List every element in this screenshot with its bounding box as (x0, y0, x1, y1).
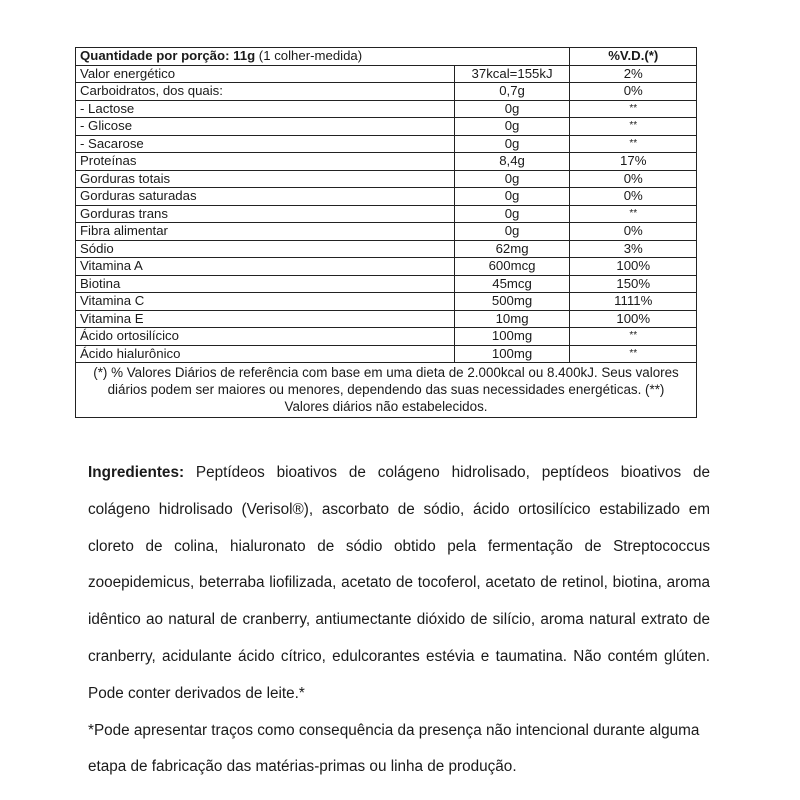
nutrient-amount: 0g (454, 135, 570, 153)
trace-note: *Pode apresentar traços como consequência da presença não intencional durante alguma etapa de fabricação das matérias-primas ou linha de produção. (88, 721, 700, 776)
nutrient-amount: 45mcg (454, 275, 570, 293)
table-row (76, 153, 697, 171)
nutrient-daily-value: ** (570, 205, 697, 223)
nutrient-daily-value: ** (570, 100, 697, 118)
nutrient-name: Proteínas (76, 153, 455, 171)
nutrient-amount: 100mg (454, 345, 570, 363)
nutrient-name: Vitamina C (76, 293, 455, 311)
table-header-row (76, 48, 697, 66)
table-row (76, 170, 697, 188)
table-row (76, 328, 697, 346)
ingredients-label: Ingredientes: (88, 464, 185, 481)
nutrient-amount: 0g (454, 170, 570, 188)
nutrient-amount: 500mg (454, 293, 570, 311)
nutrient-daily-value: 2% (570, 65, 697, 83)
nutrient-daily-value: 0% (570, 188, 697, 206)
nutrient-daily-value: 0% (570, 223, 697, 241)
nutrient-amount: 37kcal=155kJ (454, 65, 570, 83)
nutrient-amount: 10mg (454, 310, 570, 328)
nutrient-name: Ácido ortosilícico (76, 328, 455, 346)
nutrient-amount: 8,4g (454, 153, 570, 171)
nutrient-amount: 0g (454, 188, 570, 206)
nutrient-daily-value: 100% (570, 258, 697, 276)
table-row (76, 100, 697, 118)
nutrient-daily-value: 0% (570, 170, 697, 188)
ingredients-section (88, 455, 710, 786)
serving-size-label: Quantidade por porção: 11g (80, 48, 256, 64)
table-row (76, 83, 697, 101)
nutrient-daily-value: ** (570, 135, 697, 153)
table-footnote: (*) % Valores Diários de referência com base em uma dieta de 2.000kcal ou 8.400kJ. Seus valores diários podem ser maiores ou menores, dependendo das suas necessidades energéticas. (**) Valores diários não estabelecidos. (76, 363, 697, 418)
nutrient-daily-value: 3% (570, 240, 697, 258)
ingredients-paragraph (88, 455, 710, 713)
table-row (76, 65, 697, 83)
nutrient-daily-value: 1111% (570, 293, 697, 311)
table-row (76, 205, 697, 223)
table-row (76, 118, 697, 136)
nutrient-name: - Glicose (76, 118, 455, 136)
nutrition-facts-table (75, 47, 697, 418)
nutrient-name: Sódio (76, 240, 455, 258)
nutrient-name: Gorduras trans (76, 205, 455, 223)
serving-size-cell (76, 48, 570, 66)
nutrient-name: Vitamina E (76, 310, 455, 328)
nutrient-name: Fibra alimentar (76, 223, 455, 241)
nutrient-daily-value: ** (570, 345, 697, 363)
nutrient-name: Vitamina A (76, 258, 455, 276)
nutrient-name: - Sacarose (76, 135, 455, 153)
table-row (76, 293, 697, 311)
table-row (76, 310, 697, 328)
nutrient-amount: 100mg (454, 328, 570, 346)
nutrient-daily-value: ** (570, 328, 697, 346)
nutrient-daily-value: 17% (570, 153, 697, 171)
nutrient-daily-value: 0% (570, 83, 697, 101)
serving-size-detail: (1 colher-medida) (255, 48, 363, 64)
table-row (76, 135, 697, 153)
nutrient-daily-value: ** (570, 118, 697, 136)
nutrient-name: - Lactose (76, 100, 455, 118)
nutrient-amount: 0g (454, 118, 570, 136)
nutrient-amount: 600mcg (454, 258, 570, 276)
nutrient-daily-value: 150% (570, 275, 697, 293)
nutrient-name: Carboidratos, dos quais: (76, 83, 455, 101)
table-row (76, 258, 697, 276)
ingredients-text: Peptídeos bioativos de colágeno hidrolisado, peptídeos bioativos de colágeno hidrolisado (Verisol®), ascorbato de sódio, ácido ortosilícico estabilizado em cloreto de colina, hialuronato de sódio obtido pela fermentação de Streptococcus zooepidemicus, beterraba liofilizada, acetato de tocoferol, acetato de retinol, biotina, aroma idêntico ao natural de cranberry, antiumectante dióxido de silício, aroma natural extrato de cranberry, acidulante ácido cítrico, edulcorantes estévia e taumatina. Não contém glúten. Pode conter derivados de leite.* (88, 464, 710, 702)
table-row (76, 188, 697, 206)
nutrient-daily-value: 100% (570, 310, 697, 328)
nutrient-name: Gorduras totais (76, 170, 455, 188)
nutrient-name: Biotina (76, 275, 455, 293)
nutrient-amount: 0g (454, 205, 570, 223)
table-row (76, 240, 697, 258)
nutrient-amount: 0g (454, 100, 570, 118)
daily-value-header: %V.D.(*) (570, 48, 697, 66)
table-row (76, 345, 697, 363)
nutrient-amount: 0g (454, 223, 570, 241)
nutrient-amount: 62mg (454, 240, 570, 258)
table-row (76, 223, 697, 241)
footnote-row (76, 363, 697, 418)
nutrient-amount: 0,7g (454, 83, 570, 101)
nutrient-name: Valor energético (76, 65, 455, 83)
table-row (76, 275, 697, 293)
nutrient-name: Ácido hialurônico (76, 345, 455, 363)
nutrient-name: Gorduras saturadas (76, 188, 455, 206)
